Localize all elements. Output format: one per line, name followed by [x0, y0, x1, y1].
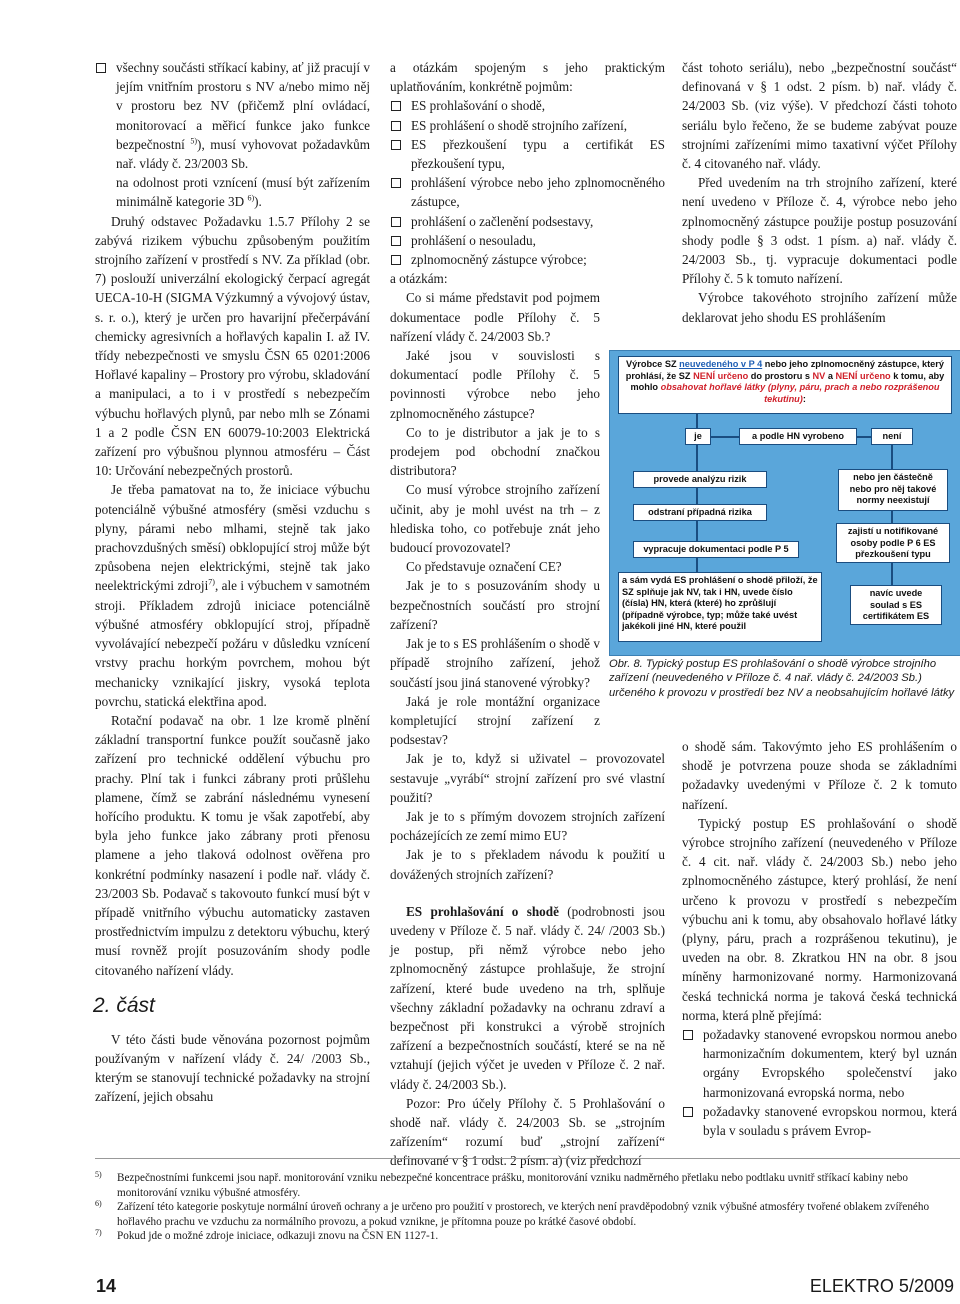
column-1	[95, 58, 370, 1107]
flow-arrow	[696, 558, 698, 572]
paragraph: a otázkám spojeným s jeho praktickým uplatňováním, konkrétně pojmům:	[390, 60, 665, 95]
flow-arrow	[696, 445, 698, 471]
paragraph: část tohoto seriálu), nebo „bezpečnostní součást“ definovaná v § 1 odst. 2 písm. b) nař. vlády č. 24/2003 Sb. (viz výše). V předchozí části tohoto seriálu bylo řečeno, že se budeme zabývat pouze strojními zařízeními mimo taxativní výčet Přílohy č. 4 citovaného nař. vlády.	[682, 60, 957, 172]
footnote-ref[interactable]: 6)	[247, 194, 255, 204]
paragraph	[390, 902, 665, 1094]
paragraph: Rotační podavač na obr. 1 lze kromě plnění základní transportní funkce použít současně jako zařízení pro technické oddělení výbuchu pro prachy. Plní tak i funkci zábrany proti průšlehu plamene, čímž se zabrání následnému vynesení hořícího produktu. K tomu je však zapotřebí, aby byla jeho funkce jako zábrany proti přenosu plamene a jeho tlaková odolnost ověřena pro konkrétní podmínky nasazení i podle nař. vlády č. 23/2003 Sb. Podavač s takovouto funkcí musí být v případě vnitřního výbuchu automaticky zastaven prostřednictvím impulzu z detektoru výbuchu, který musí rovněž projít posuzováním shody podle citovaného nařízení vlády.	[95, 712, 370, 978]
question: Jak je to s přímým dovozem strojních zařízení pocházejících ze zemí mimo EU?	[390, 808, 665, 844]
footnote: 5) Bezpečnostními funkcemi jsou např. monitorování vzniku nebezpečné koncentrace prášku, monitorování vzniku nadměrného přetlaku nebo podtlaku uvnitř stříkací kabiny nebo monitorování vzniku výbušné atmosféry.	[95, 1170, 908, 1199]
question: Jak je to s ES prohlášením o shodě v případě strojního zařízení, jehož součástí jsou jiná stanovené výrobky?	[390, 636, 600, 690]
page-number: 14	[96, 1276, 117, 1296]
paragraph-text: ), musí vyhovovat požadavkům nař. vlády č. 23/2003 Sb.	[116, 136, 371, 172]
flow-arrow	[891, 445, 893, 469]
question: Co to je distributor a jak je to s prodejem pod obchodní značkou distributora?	[390, 424, 600, 479]
bullet-item: ES prohlašování o shodě,	[390, 96, 665, 115]
bullet-item: ES přezkoušení typu a certifikát ES přezkoušení typu,	[390, 135, 665, 173]
paragraph-text: na odolnost proti vznícení (musí být zařízením minimálně kategorie 3D	[116, 175, 370, 210]
bullet-item: požadavky stanovené evropskou normou anebo harmonizačním dokumentem, který byl uznán orgány Evropského společenství jako harmonizovaná evropská norma, nebo	[682, 1025, 957, 1102]
question: Co si máme představit pod pojmem dokumentace podle Přílohy č. 5 nařízení vlády č. 24/2003 Sb.?	[390, 290, 600, 344]
question: Co představuje označení CE?	[406, 559, 562, 575]
bold-term: ES prohlašování o shodě	[406, 903, 559, 919]
flow-arrow	[857, 436, 871, 438]
flow-arrow	[711, 436, 739, 438]
column-3-bottom	[682, 737, 957, 1140]
flow-box-podle-hn: a podle HN vyrobeno	[739, 428, 857, 445]
question: Jaké jsou v souvislosti s dokumentací podle Přílohy č. 5 povinnosti výrobce nebo jeho zplnomocněného zástupce?	[390, 348, 600, 421]
paragraph-text: , ale i výbuchem v samotném stroji. Příkladem zdrojů iniciace potenciálně výbušné atmosféry obklopující stroj, případně vyvolávající nebezpečí požáru v důsledku vznícení vrstvy prachu horkým povrchem, mohou být mechanicky vznikající jiskry, vysoká teplota povrchu, statická elektřina apod.	[95, 578, 370, 709]
footnote-ref[interactable]: 5)	[190, 136, 198, 146]
flowchart-figure	[609, 350, 960, 656]
flow-box-top: Výrobce SZ neuvedeného v P 4 nebo jeho zplnomocněný zástupce, který prohlásí, že SZ NENÍ určeno do prostoru s NV a NENÍ určeno k tomu, aby mohlo obsahovat hořlavé látky (plyny, páru, prach a nebo rozprášenou tekutinu):	[618, 356, 952, 414]
flow-arrow	[696, 488, 698, 504]
flow-box-analyza: provede analýzu rizik	[633, 471, 767, 488]
indented-paragraph	[95, 173, 370, 211]
footnote: 6) Zařízení této kategorie poskytuje normální úroveň ochrany a je určeno pro použití v prostorech, ve kterých není pravděpodobný vznik výbušné atmosféry tvořené oblakem zvířeného hořlavého prachu ve vzduchu za normálního provozu, a pokud vznikne, je přítomna pouze po krátké časové období.	[95, 1199, 930, 1228]
flow-arrow	[696, 414, 698, 428]
paragraph: Pozor: Pro účely Přílohy č. 5 Prohlašování o shodě nař. vlády č. 24/2003 Sb. se „strojním zařízením“ rozumí buď „strojní zařízení“ definované v § 1 odst. 2 písm. a) (viz předchozí	[390, 1095, 665, 1169]
paragraph: Typický postup ES prohlašování o shodě výrobce strojního zařízení (neuvedeného v Příloze č. 4 cit. nař. vlády č. 24/2003 Sb.) nebo jeho zplnomocněného zástupce, který prohlásí, že není určeno k provozu v prostředí s nebezpečím výbuchu ani k tomu, aby obsahovalo hořlavé látky (plyny, páru, prach a rozprášenou tekutinu), je uveden na obr. 8. Zkratkou HN na obr. 8 jsou míněny harmonizované normy. Harmonizovaná česká technická norma je taková česká technická norma, která plně přejímá:	[682, 815, 957, 1023]
paragraph: V této části bude věnována pozornost pojmům používaným v nařízení vlády č. 24/ /2003 Sb., kterým se stanovují technické požadavky na strojní zařízení, jejich obsahu	[95, 1031, 370, 1105]
flow-box-dokumentace: vypracuje dokumentaci podle P 5	[633, 541, 799, 558]
question: Jak je to, když si uživatel – provozovatel sestavuje „vyrábí“ strojní zařízení pro své vlastní použití?	[390, 751, 665, 805]
paragraph-text: ).	[254, 194, 262, 210]
journal-issue: ELEKTRO 5/2009	[809, 1276, 954, 1296]
footnote-ref[interactable]: 7)	[208, 578, 215, 588]
column-3-top	[682, 58, 957, 327]
flow-box-prohlaseni: a sám vydá ES prohlášení o shodě přiloží, že SZ splňuje jak NV, tak i HN, uvede číslo (čísla) HN, která (které) ho zprůšlují (případně výrobce, typ; může také uvést jakékoli jiné HN, které použil	[618, 572, 822, 642]
paragraph-text: (podrobnosti jsou uvedeny v Příloze č. 5 nař. vlády č. 24/ /2003 Sb.) je postup, při němž výrobce nebo jeho zplnomocněný zástupce prohlašuje, že strojní zařízení, které bude uvedeno na trh, splňuje všechny základní požadavky na ochranu zdraví a bezpečnost při konstrukci a výrobě strojních zařízení a bezpečnostních součástí, které se na ně vztahují (jejich výčet je uveden v Příloze č. 2 nař. vlády č. 24/2003 Sb.).	[390, 903, 665, 1092]
figure-caption: Obr. 8. Typický postup ES prohlašování o shodě výrobce strojního zařízení (neuvedeného v Příloze č. 4 nař. vlády č. 24/2003 Sb.) určeného k provozu v prostředí bez NV a neobsahujícím hořlavé látky	[609, 658, 955, 699]
flow-box-neni: není	[871, 428, 913, 445]
flow-arrow	[891, 563, 893, 585]
paragraph: Výrobce takovéhoto strojního zařízení může deklarovat jeho shodu ES prohlášením	[682, 290, 957, 325]
paragraph: Před uvedením na trh strojního zařízení, které není uvedeno v Příloze č. 4, výrobce nebo jeho zplnomocněný zástupce použije postup posuzování shody podle § 3 odst. 1 písm. a) nař. vlády č. 24/2003 Sb., tj. vypracuje dokumentaci podle Přílohy č. 5 k tomuto nařízení.	[682, 175, 957, 287]
flow-box-notif: zajistí u notifikované osoby podle P 6 ES přezkoušení typu	[836, 523, 950, 563]
flow-arrow	[696, 521, 698, 541]
flow-box-je: je	[685, 428, 711, 445]
paragraph: o shodě sám. Takovýmto jeho ES prohlášením o shodě je potvrzena pouze shoda se základními požadavky uvedenými v Příloze č. 2 k tomuto nařízení.	[682, 739, 957, 812]
footnote-divider	[95, 1158, 960, 1159]
bullet-item: prohlášení výrobce nebo jeho zplnomocněného zástupce,	[390, 173, 665, 211]
question: Jaká je role montážní organizace kompletující strojní zařízení z podsestav?	[390, 693, 600, 748]
bullet-item: prohlášení o začlenění podsestavy,	[390, 212, 665, 231]
flow-box-castecne: nebo jen částečně nebo pro něj takové normy neexistují	[838, 469, 948, 511]
question: Jak je to s překladem návodu k použití u dovážených strojních zařízení?	[390, 847, 665, 882]
bullet-item	[95, 58, 370, 173]
flow-box-odstraneni: odstraní případná rizika	[633, 504, 767, 521]
paragraph: a otázkám:	[390, 271, 448, 287]
section-heading: 2. část	[93, 993, 155, 1017]
question: Co musí výrobce strojního zařízení učinit, aby je mohl uvést na trh – z hlediska toho, co potřebuje znát jeho budoucí provozovatel?	[390, 482, 600, 556]
bullet-item: prohlášení o nesouladu,	[390, 231, 665, 250]
bullet-item: zplnomocněný zástupce výrobce;	[390, 250, 665, 269]
paragraph: Druhý odstavec Požadavku 1.5.7 Přílohy 2 se zabývá rizikem výbuchu způsobeným použitím strojního zařízení v prostředí s NV. Za příklad (obr. 7) poslouží univerzální ekologický čerpací agregát UECA-10-H (SIGMA Výzkumný a vývojový ústav, s. r. o.), který je určen pro havarijní přečerpávání chemicky agresivních a hořlavých kapalin I. až IV. třídy nebezpečnosti ve smyslu ČSN 65 0201:2006 Hořlavé kapaliny – Prostory pro výrobu, skladování a manipulaci, a to i v prostředí s nebezpečím výbuchu hořlavých plynů, par nebo mlh se Zónami 1 a 2 podle ČSN EN 60079-10:2003 Elektrická zařízení pro výbušnou plynnou atmosféru – Část 10: Určování nebezpečných prostorů.	[95, 213, 370, 479]
flow-arrow	[891, 511, 893, 523]
flow-box-navic: navíc uvede soulad s ES certifikátem ES	[850, 585, 942, 625]
paragraph-text: všechny součásti stříkací kabiny, ať již pracují v jejím vnitřním prostoru s NV a/nebo mimo něj v prostoru bez NV (přičemž plní ovládací, monitorovací a měřicí funkce jako funkce bezpečnostní	[116, 60, 370, 152]
footnote: 7) Pokud jde o možné zdroje iniciace, odkazuji znovu na ČSN EN 1127-1.	[95, 1228, 439, 1242]
paragraph	[95, 480, 370, 710]
question: Jak je to s posuzováním shody u bezpečnostních součástí pro strojní zařízení?	[390, 578, 600, 632]
bullet-item: požadavky stanovené evropskou normou, která byla v souladu s právem Evrop-	[682, 1102, 957, 1140]
bullet-item: ES prohlášení o shodě strojního zařízení,	[390, 116, 665, 135]
footnotes	[95, 1171, 960, 1244]
paragraph-text: Je třeba pamatovat na to, že iniciace výbuchu potenciálně výbušné atmosféry (směsi vzduchu s plyny, párami nebo mlhami, stejně tak jako prachovzdušných směsí) obklopující stroj může být způsobena nejen elektrickými, stejně tak jako neelektrickými zdroji	[95, 482, 370, 594]
